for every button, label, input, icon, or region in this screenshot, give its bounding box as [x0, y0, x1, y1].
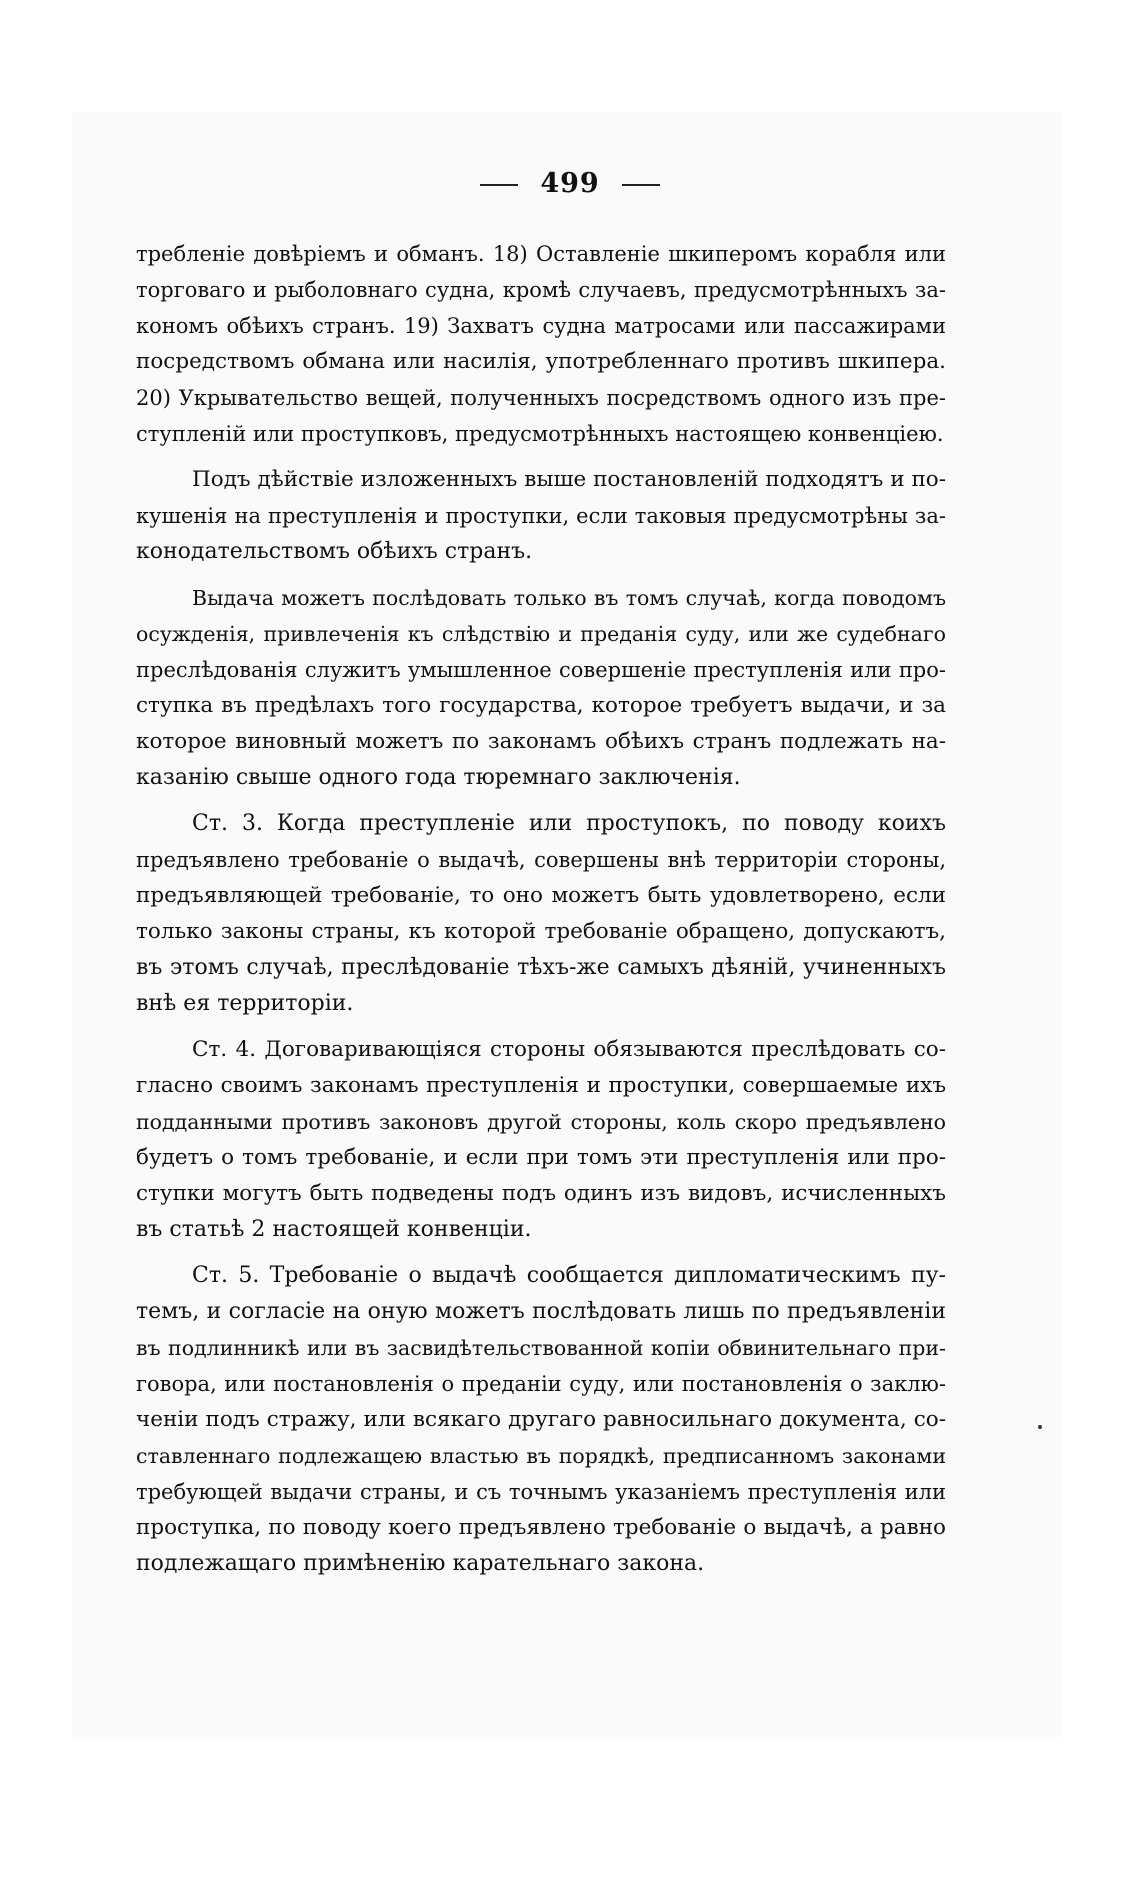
scan-speck: [1038, 1425, 1042, 1429]
article-5: [136, 1258, 946, 1582]
text-line: темъ, и согласіе на оную можетъ послѣдовать лишь по предъявленіи: [136, 1299, 946, 1324]
text-line: Ст. 3. Когда преступленіе или проступокъ, по поводу коихъ: [192, 811, 946, 836]
page-header: [0, 168, 1140, 199]
text-line: Подъ дѣйствіе изложенныхъ выше постановленій подходятъ и по-: [192, 467, 946, 492]
text-line: въ подлинникѣ или въ засвидѣтельствованной копіи обвинительнаго при-: [136, 1336, 946, 1360]
text-line: ступка въ предѣлахъ того государства, которое требуетъ выдачи, и за: [136, 693, 946, 718]
text-line: торговаго и рыболовнаго судна, кромѣ случаевъ, предусмотрѣнныхъ за-: [136, 278, 946, 302]
text-line: казанію свыше одного года тюремнаго заключенія.: [136, 765, 741, 790]
text-line: преслѣдованія служитъ умышленное совершеніе преступленія или про-: [136, 658, 946, 682]
text-line: ставленнаго подлежащею властью въ порядкѣ, предписанномъ законами: [136, 1444, 946, 1468]
page-number: 499: [540, 168, 600, 199]
text-line: проступка, по поводу коего предъявлено требованіе о выдачѣ, а равно: [136, 1515, 946, 1540]
text-line: ступленій или проступковъ, предусмотрѣнныхъ настоящею конвенціею.: [136, 422, 944, 446]
body-text: [136, 236, 946, 1592]
text-line: посредствомъ обмана или насилія, употребленнаго противъ шкипера.: [136, 349, 946, 374]
text-line: требленіе довѣріемъ и обманъ. 18) Оставленіе шкиперомъ корабля или: [136, 242, 946, 266]
text-line: говора, или постановленія о преданіи суду, или постановленія о заклю-: [136, 1372, 946, 1396]
text-line: ступки могутъ быть подведены подъ одинъ изъ видовъ, исчисленныхъ: [136, 1181, 946, 1206]
paragraph-3: [136, 580, 946, 796]
text-line: которое виновный можетъ по законамъ обѣихъ странъ подлежать на-: [136, 729, 946, 754]
text-line: Выдача можетъ послѣдовать только въ томъ случаѣ, когда поводомъ: [192, 586, 946, 610]
text-line: подлежащаго примѣненію карательнаго закона.: [136, 1551, 705, 1576]
text-line: подданными противъ законовъ другой стороны, коль скоро предъявлено: [136, 1110, 946, 1134]
article-3: [136, 806, 946, 1022]
text-line: кономъ обѣихъ странъ. 19) Захватъ судна матросами или пассажирами: [136, 314, 946, 338]
text-line: кушенія на преступленія и проступки, если таковыя предусмотрѣны за-: [136, 504, 946, 528]
text-line: будетъ о томъ требованіе, и если при томъ эти преступленія или про-: [136, 1145, 946, 1170]
text-line: ченіи подъ стражу, или всякаго другаго равносильнаго документа, со-: [136, 1407, 946, 1432]
text-line: 20) Укрывательство вещей, полученныхъ посредствомъ одного изъ пре-: [136, 386, 946, 410]
text-line: Ст. 5. Требованіе о выдачѣ сообщается дипломатическимъ пу-: [192, 1263, 946, 1288]
text-line: предъявляющей требованіе, то оно можетъ быть удовлетворено, если: [136, 883, 946, 908]
text-line: предъявлено требованіе о выдачѣ, совершены внѣ территоріи стороны,: [136, 848, 946, 872]
article-4: [136, 1032, 946, 1248]
text-line: осужденія, привлеченія къ слѣдствію и преданія суду, или же судебнаго: [136, 622, 946, 646]
text-line: гласно своимъ законамъ преступленія и проступки, совершаемые ихъ: [136, 1073, 946, 1098]
text-line: Ст. 4. Договаривающіяся стороны обязываются преслѣдовать со-: [192, 1037, 946, 1062]
text-line: конодательствомъ обѣихъ странъ.: [136, 539, 533, 564]
left-dash: [480, 184, 518, 186]
text-line: внѣ ея территоріи.: [136, 991, 354, 1016]
text-line: только законы страны, къ которой требованіе обращено, допускаютъ,: [136, 919, 946, 944]
text-line: въ статьѣ 2 настоящей конвенціи.: [136, 1217, 532, 1242]
paragraph-1: [136, 236, 946, 452]
right-dash: [622, 184, 660, 186]
paragraph-2: [136, 462, 946, 570]
text-line: въ этомъ случаѣ, преслѣдованіе тѣхъ-же самыхъ дѣяній, учиненныхъ: [136, 955, 946, 980]
text-line: требующей выдачи страны, и съ точнымъ указаніемъ преступленія или: [136, 1480, 946, 1504]
